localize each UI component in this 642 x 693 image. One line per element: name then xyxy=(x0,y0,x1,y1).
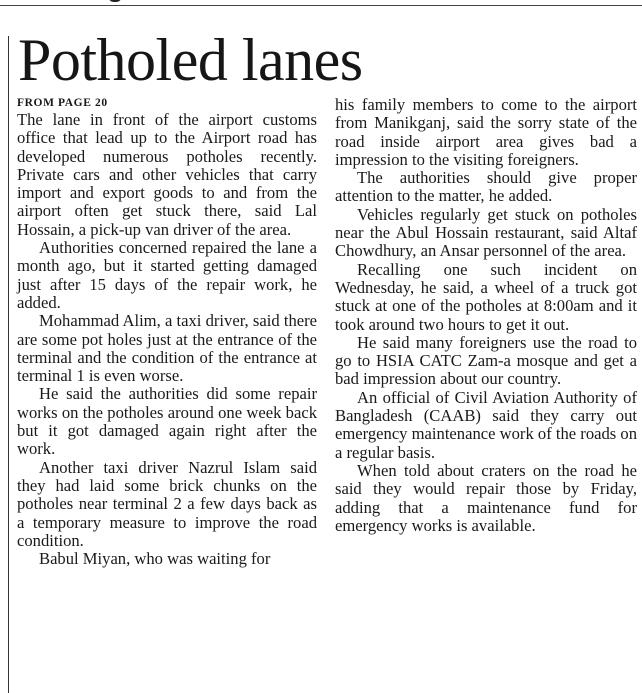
paragraph: The authorities should give proper attention to the matter, he added. xyxy=(335,168,637,206)
paragraph: Vehicles regularly get stuck on potholes near the Abul Hossain restaurant, said Altaf Chowdhury, an Ansar personnel of the area. xyxy=(335,204,637,261)
paragraph: Mohammad Alim, a taxi driver, said there are some pot holes just at the entrance of the terminal and the condition of the entrance at terminal 1 is even worse. xyxy=(17,311,317,386)
article-column-right xyxy=(335,96,637,535)
paragraph: The lane in front of the airport customs office that lead up to the Airport road has developed numerous potholes recently. Private cars and other vehicles that carry import and export goods to and from the airport often get stuck there, said Lal Hossain, a pick-up van driver of the area. xyxy=(17,110,317,239)
paragraph: He said the authorities did some repair works on the potholes around one week back but it got damaged again right after the work. xyxy=(17,384,317,459)
masthead-fragment xyxy=(108,0,122,2)
article-column-left xyxy=(17,96,317,568)
headline: Potholed lanes xyxy=(18,27,363,93)
paragraph: Authorities concerned repaired the lane a month ago, but it started getting damaged just after 15 days of the repair work, he added. xyxy=(17,238,317,312)
paragraph: Recalling one such incident on Wednesday, he said, a wheel of a truck got stuck at one of the potholes at 8:00am and it took around two hours to get it out. xyxy=(335,259,637,334)
paragraph: Another taxi driver Nazrul Islam said they had laid some brick chunks on the potholes near terminal 2 a few days back as a temporary measure to improve the road condition. xyxy=(17,457,317,550)
paragraph: An official of Civil Aviation Authority of Bangladesh (CAAB) said they carry out emergency maintenance work of the roads on a regular basis. xyxy=(335,387,637,462)
paragraph: He said many foreigners use the road to go to HSIA CATC Zam-a mosque and get a bad impression about our country. xyxy=(335,332,637,389)
jump-line: FROM PAGE 20 xyxy=(17,97,108,109)
paragraph: When told about craters on the road he said they would repair those by Friday, adding that a maintenance fund for emergency works is available. xyxy=(335,460,637,535)
top-rule xyxy=(0,5,642,6)
column-left-rule xyxy=(8,36,9,693)
paragraph: Babul Miyan, who was waiting for xyxy=(39,549,271,569)
paragraph-continued: his family members to come to the airport from Manikganj, said the sorry state of the road inside airport area gives bad a impression to the visiting foreigners. xyxy=(335,95,637,169)
